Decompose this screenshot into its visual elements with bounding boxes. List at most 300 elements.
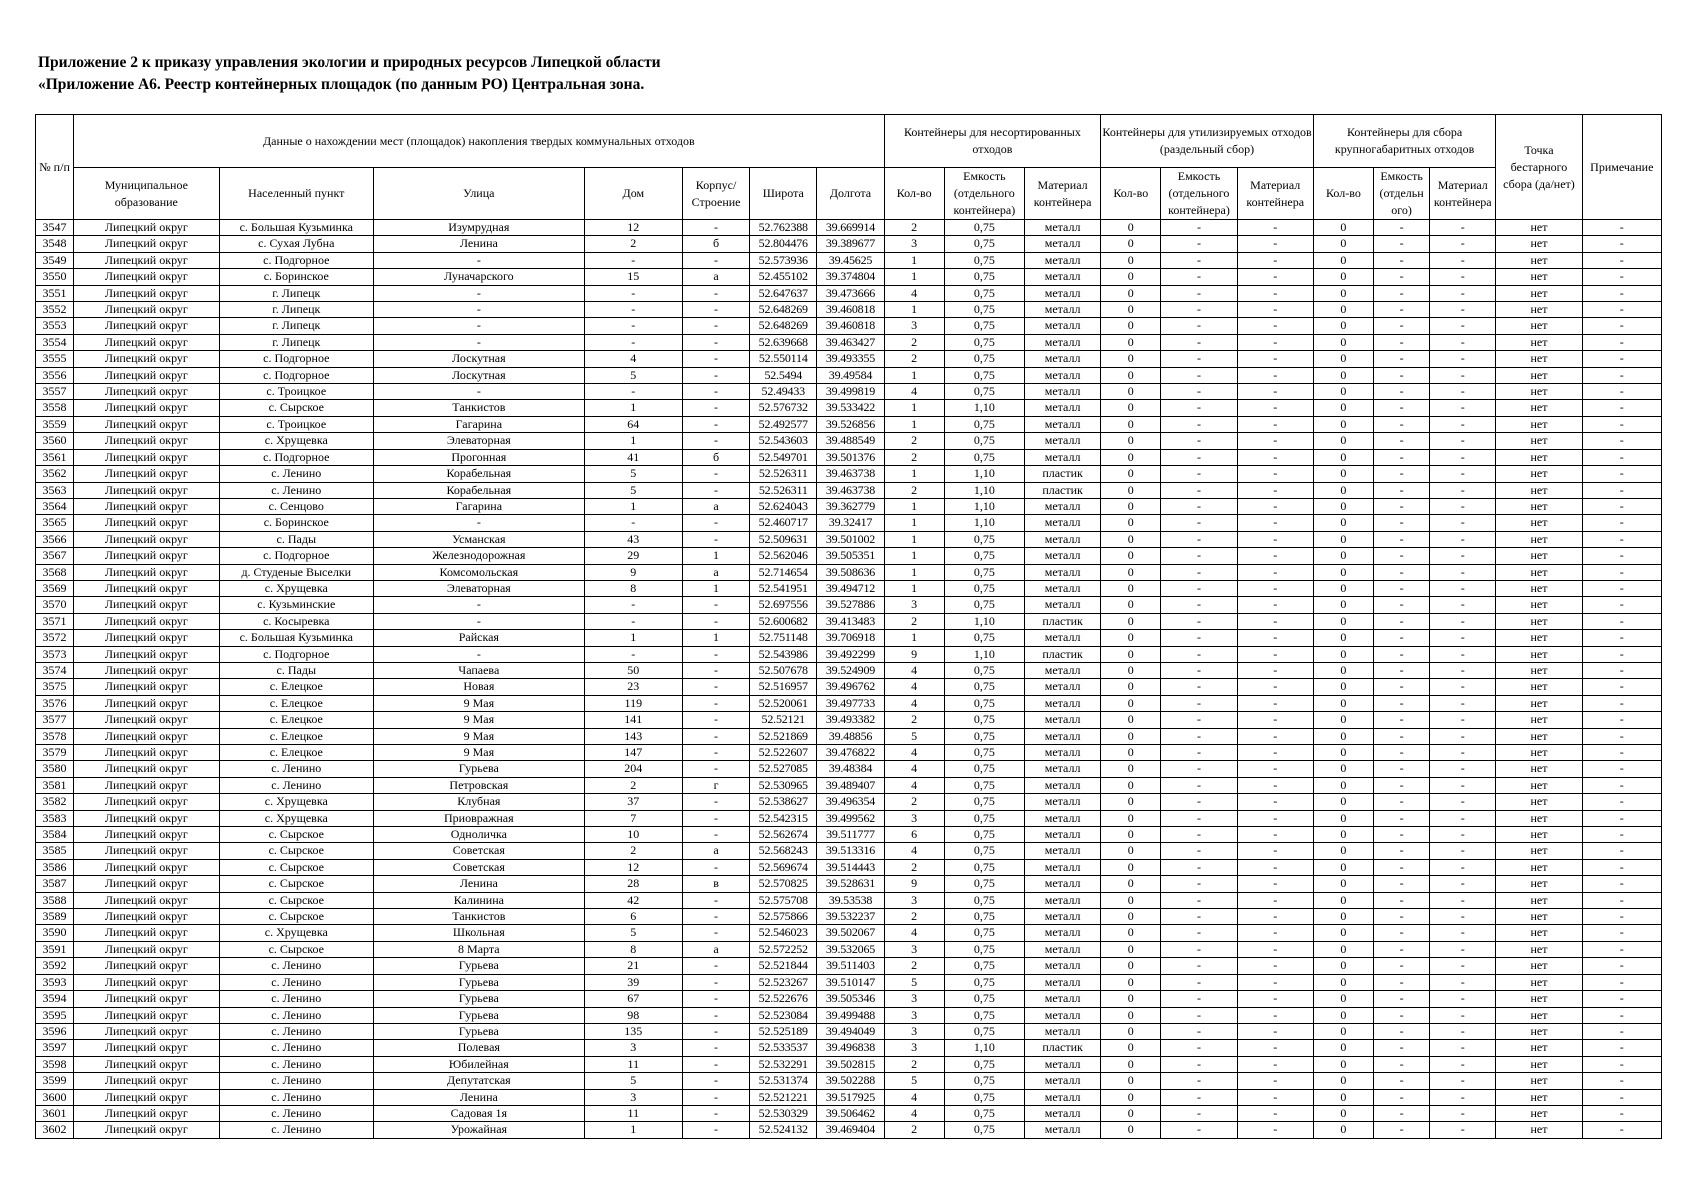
cell-unsorted-capacity: 0,75	[944, 991, 1024, 1007]
cell-bagless: нет	[1496, 384, 1582, 400]
cell-recyclable-qty: 0	[1101, 1056, 1161, 1072]
cell-municipality: Липецкий округ	[74, 269, 219, 285]
cell-street: -	[374, 334, 585, 350]
cell-building: -	[682, 1089, 749, 1105]
cell-lon: 39.460818	[817, 318, 884, 334]
cell-bulky-qty: 0	[1313, 777, 1373, 793]
cell-note: -	[1582, 367, 1661, 383]
cell-bagless: нет	[1496, 466, 1582, 482]
cell-house: 67	[584, 991, 682, 1007]
cell-recyclable-capacity: -	[1161, 695, 1237, 711]
table-row	[36, 876, 1662, 892]
cell-bagless: нет	[1496, 794, 1582, 810]
cell-unsorted-material: пластик	[1024, 646, 1100, 662]
cell-unsorted-material: металл	[1024, 449, 1100, 465]
cell-municipality: Липецкий округ	[74, 679, 219, 695]
cell-lat: 52.460717	[750, 515, 817, 531]
cell-bulky-qty: 0	[1313, 958, 1373, 974]
cell-lon: 39.532237	[817, 909, 884, 925]
cell-bulky-capacity: -	[1374, 1089, 1430, 1105]
cell-settlement: с. Ленино	[219, 974, 373, 990]
cell-unsorted-capacity: 0,75	[944, 974, 1024, 990]
cell-recyclable-qty: 0	[1101, 580, 1161, 596]
cell-lat: 52.550114	[750, 351, 817, 367]
cell-lon: 39.463738	[817, 482, 884, 498]
cell-recyclable-qty: 0	[1101, 1122, 1161, 1138]
cell-note: -	[1582, 646, 1661, 662]
cell-recyclable-material: -	[1237, 351, 1313, 367]
cell-bulky-qty: 0	[1313, 1089, 1373, 1105]
cell-unsorted-material: металл	[1024, 433, 1100, 449]
cell-num: 3557	[36, 384, 74, 400]
cell-bulky-qty: 0	[1313, 794, 1373, 810]
cell-lon: 39.362779	[817, 498, 884, 514]
cell-bulky-qty: 0	[1313, 318, 1373, 334]
cell-recyclable-material: -	[1237, 679, 1313, 695]
cell-bulky-qty: 0	[1313, 728, 1373, 744]
cell-lat: 52.533537	[750, 1040, 817, 1056]
cell-unsorted-material: металл	[1024, 1073, 1100, 1089]
cell-bulky-material: -	[1430, 351, 1496, 367]
cell-bagless: нет	[1496, 909, 1582, 925]
cell-recyclable-qty: 0	[1101, 531, 1161, 547]
cell-lon: 39.488549	[817, 433, 884, 449]
cell-house: 2	[584, 236, 682, 252]
cell-unsorted-qty: 5	[884, 974, 944, 990]
cell-recyclable-capacity: -	[1161, 531, 1237, 547]
table-row	[36, 925, 1662, 941]
cell-lat: 52.523267	[750, 974, 817, 990]
cell-num: 3595	[36, 1007, 74, 1023]
cell-recyclable-qty: 0	[1101, 630, 1161, 646]
cell-bulky-capacity: -	[1374, 1073, 1430, 1089]
cell-bulky-material: -	[1430, 302, 1496, 318]
cell-building: б	[682, 449, 749, 465]
cell-lon: 39.463427	[817, 334, 884, 350]
cell-recyclable-capacity: -	[1161, 679, 1237, 695]
cell-unsorted-material: металл	[1024, 367, 1100, 383]
cell-settlement: с. Подгорное	[219, 367, 373, 383]
cell-lon: 39.499488	[817, 1007, 884, 1023]
cell-num: 3582	[36, 794, 74, 810]
cell-bulky-qty: 0	[1313, 597, 1373, 613]
cell-house: -	[584, 384, 682, 400]
cell-bulky-capacity: -	[1374, 712, 1430, 728]
cell-building: -	[682, 400, 749, 416]
cell-recyclable-qty: 0	[1101, 876, 1161, 892]
cell-unsorted-capacity: 0,75	[944, 433, 1024, 449]
cell-building: -	[682, 1105, 749, 1121]
table-row	[36, 958, 1662, 974]
cell-recyclable-material: -	[1237, 695, 1313, 711]
cell-house: 8	[584, 941, 682, 957]
cell-note: -	[1582, 564, 1661, 580]
cell-bagless: нет	[1496, 1007, 1582, 1023]
cell-lon: 39.463738	[817, 466, 884, 482]
cell-unsorted-qty: 2	[884, 1056, 944, 1072]
cell-building: -	[682, 220, 749, 236]
cell-bulky-capacity: -	[1374, 416, 1430, 432]
header-municipality: Муниципальное образование	[74, 168, 219, 220]
cell-lon: 39.493382	[817, 712, 884, 728]
cell-recyclable-qty: 0	[1101, 761, 1161, 777]
header-bulky-group: Контейнеры для сбора крупногабаритных отходов	[1313, 115, 1496, 168]
table-row	[36, 564, 1662, 580]
cell-note: -	[1582, 236, 1661, 252]
cell-bulky-qty: 0	[1313, 498, 1373, 514]
cell-street: -	[374, 302, 585, 318]
cell-recyclable-qty: 0	[1101, 252, 1161, 268]
cell-recyclable-qty: 0	[1101, 745, 1161, 761]
cell-lat: 52.751148	[750, 630, 817, 646]
cell-house: 43	[584, 531, 682, 547]
cell-bagless: нет	[1496, 876, 1582, 892]
cell-street: Новая	[374, 679, 585, 695]
cell-house: 1	[584, 400, 682, 416]
cell-building: -	[682, 827, 749, 843]
cell-lat: 52.762388	[750, 220, 817, 236]
cell-recyclable-material: -	[1237, 285, 1313, 301]
cell-house: 2	[584, 777, 682, 793]
cell-house: 1	[584, 1122, 682, 1138]
cell-building: -	[682, 1007, 749, 1023]
cell-municipality: Липецкий округ	[74, 548, 219, 564]
cell-bulky-material: -	[1430, 974, 1496, 990]
cell-bagless: нет	[1496, 761, 1582, 777]
cell-settlement: с. Ленино	[219, 761, 373, 777]
cell-num: 3547	[36, 220, 74, 236]
cell-bulky-material: -	[1430, 909, 1496, 925]
cell-note: -	[1582, 712, 1661, 728]
cell-bulky-material: -	[1430, 646, 1496, 662]
table-row	[36, 941, 1662, 957]
cell-bulky-material: -	[1430, 498, 1496, 514]
cell-bulky-qty: 0	[1313, 482, 1373, 498]
cell-street: 9 Мая	[374, 728, 585, 744]
cell-bulky-capacity: -	[1374, 220, 1430, 236]
cell-house: 15	[584, 269, 682, 285]
cell-recyclable-capacity: -	[1161, 892, 1237, 908]
cell-house: 29	[584, 548, 682, 564]
cell-note: -	[1582, 745, 1661, 761]
cell-house: 4	[584, 351, 682, 367]
cell-recyclable-qty: 0	[1101, 695, 1161, 711]
cell-municipality: Липецкий округ	[74, 941, 219, 957]
cell-recyclable-capacity: -	[1161, 548, 1237, 564]
cell-unsorted-capacity: 0,75	[944, 302, 1024, 318]
cell-recyclable-qty: 0	[1101, 597, 1161, 613]
cell-recyclable-qty: 0	[1101, 220, 1161, 236]
cell-municipality: Липецкий округ	[74, 991, 219, 1007]
table-row	[36, 695, 1662, 711]
cell-settlement: с. Боринское	[219, 515, 373, 531]
cell-unsorted-capacity: 0,75	[944, 662, 1024, 678]
cell-unsorted-capacity: 0,75	[944, 892, 1024, 908]
cell-street: 9 Мая	[374, 695, 585, 711]
cell-num: 3549	[36, 252, 74, 268]
cell-building: -	[682, 679, 749, 695]
cell-recyclable-capacity: -	[1161, 794, 1237, 810]
cell-house: -	[584, 597, 682, 613]
cell-lon: 39.508636	[817, 564, 884, 580]
cell-bulky-capacity: -	[1374, 958, 1430, 974]
cell-lon: 39.527886	[817, 597, 884, 613]
cell-bagless: нет	[1496, 745, 1582, 761]
cell-street: Ленина	[374, 236, 585, 252]
cell-building: -	[682, 285, 749, 301]
cell-house: 6	[584, 909, 682, 925]
cell-num: 3583	[36, 810, 74, 826]
cell-unsorted-capacity: 0,75	[944, 236, 1024, 252]
cell-building: -	[682, 531, 749, 547]
cell-bulky-capacity: -	[1374, 859, 1430, 875]
cell-municipality: Липецкий округ	[74, 646, 219, 662]
cell-num: 3562	[36, 466, 74, 482]
header-bulky-material: Материал контейнера	[1430, 168, 1496, 220]
cell-settlement: с. Ленино	[219, 466, 373, 482]
cell-bagless: нет	[1496, 597, 1582, 613]
cell-unsorted-capacity: 1,10	[944, 498, 1024, 514]
table-row	[36, 810, 1662, 826]
cell-bulky-qty: 0	[1313, 613, 1373, 629]
cell-recyclable-capacity: -	[1161, 827, 1237, 843]
cell-bulky-qty: 0	[1313, 925, 1373, 941]
cell-bulky-qty: 0	[1313, 548, 1373, 564]
cell-street: Советская	[374, 859, 585, 875]
cell-bulky-capacity: -	[1374, 515, 1430, 531]
cell-house: 2	[584, 843, 682, 859]
cell-bulky-material: -	[1430, 416, 1496, 432]
cell-num: 3598	[36, 1056, 74, 1072]
cell-bagless: нет	[1496, 827, 1582, 843]
cell-street: -	[374, 646, 585, 662]
cell-num: 3601	[36, 1105, 74, 1121]
cell-recyclable-capacity: -	[1161, 269, 1237, 285]
cell-street: Танкистов	[374, 909, 585, 925]
cell-bulky-material: -	[1430, 580, 1496, 596]
cell-recyclable-material: -	[1237, 1089, 1313, 1105]
cell-municipality: Липецкий округ	[74, 630, 219, 646]
cell-municipality: Липецкий округ	[74, 351, 219, 367]
cell-municipality: Липецкий округ	[74, 515, 219, 531]
cell-street: Ленина	[374, 876, 585, 892]
header-recyclable-qty: Кол-во	[1101, 168, 1161, 220]
cell-municipality: Липецкий округ	[74, 662, 219, 678]
cell-unsorted-material: металл	[1024, 416, 1100, 432]
cell-street: Садовая 1я	[374, 1105, 585, 1121]
cell-num: 3569	[36, 580, 74, 596]
cell-bulky-capacity: -	[1374, 531, 1430, 547]
cell-bagless: нет	[1496, 302, 1582, 318]
cell-bulky-qty: 0	[1313, 367, 1373, 383]
registry-table	[35, 114, 1662, 1139]
cell-street: Петровская	[374, 777, 585, 793]
cell-unsorted-material: пластик	[1024, 466, 1100, 482]
cell-bagless: нет	[1496, 433, 1582, 449]
cell-building: -	[682, 1040, 749, 1056]
cell-bagless: нет	[1496, 974, 1582, 990]
cell-num: 3581	[36, 777, 74, 793]
cell-bagless: нет	[1496, 531, 1582, 547]
cell-recyclable-material: -	[1237, 925, 1313, 941]
cell-building: г	[682, 777, 749, 793]
cell-bulky-material: -	[1430, 712, 1496, 728]
cell-note: -	[1582, 761, 1661, 777]
cell-recyclable-qty: 0	[1101, 564, 1161, 580]
cell-municipality: Липецкий округ	[74, 220, 219, 236]
cell-recyclable-material: -	[1237, 531, 1313, 547]
cell-recyclable-material: -	[1237, 367, 1313, 383]
cell-lon: 39.517925	[817, 1089, 884, 1105]
cell-bulky-capacity: -	[1374, 876, 1430, 892]
cell-building: -	[682, 794, 749, 810]
table-row	[36, 991, 1662, 1007]
cell-municipality: Липецкий округ	[74, 531, 219, 547]
cell-house: 37	[584, 794, 682, 810]
cell-recyclable-qty: 0	[1101, 482, 1161, 498]
cell-lat: 52.648269	[750, 318, 817, 334]
header-street: Улица	[374, 168, 585, 220]
cell-bulky-qty: 0	[1313, 991, 1373, 1007]
cell-bulky-qty: 0	[1313, 285, 1373, 301]
cell-municipality: Липецкий округ	[74, 876, 219, 892]
cell-municipality: Липецкий округ	[74, 580, 219, 596]
cell-bulky-capacity: -	[1374, 728, 1430, 744]
cell-bulky-qty: 0	[1313, 630, 1373, 646]
cell-lon: 39.45625	[817, 252, 884, 268]
cell-bulky-capacity: -	[1374, 285, 1430, 301]
cell-bulky-capacity: -	[1374, 646, 1430, 662]
cell-bulky-capacity: -	[1374, 384, 1430, 400]
cell-unsorted-qty: 2	[884, 433, 944, 449]
cell-unsorted-material: металл	[1024, 859, 1100, 875]
cell-note: -	[1582, 859, 1661, 875]
cell-bulky-material: -	[1430, 1056, 1496, 1072]
cell-bulky-qty: 0	[1313, 876, 1373, 892]
cell-num: 3555	[36, 351, 74, 367]
cell-bulky-material: -	[1430, 400, 1496, 416]
cell-settlement: с. Троицкое	[219, 384, 373, 400]
table-row	[36, 1073, 1662, 1089]
table-row	[36, 302, 1662, 318]
cell-street: Лоскутная	[374, 367, 585, 383]
cell-municipality: Липецкий округ	[74, 597, 219, 613]
cell-bulky-qty: 0	[1313, 810, 1373, 826]
table-row	[36, 794, 1662, 810]
cell-lon: 39.524909	[817, 662, 884, 678]
cell-bulky-capacity: -	[1374, 761, 1430, 777]
cell-recyclable-material: -	[1237, 712, 1313, 728]
cell-bulky-capacity: -	[1374, 433, 1430, 449]
cell-bulky-capacity: -	[1374, 630, 1430, 646]
cell-recyclable-capacity: -	[1161, 810, 1237, 826]
cell-recyclable-material: -	[1237, 728, 1313, 744]
cell-unsorted-material: металл	[1024, 1122, 1100, 1138]
cell-settlement: с. Елецкое	[219, 695, 373, 711]
cell-unsorted-material: металл	[1024, 679, 1100, 695]
cell-unsorted-capacity: 0,75	[944, 695, 1024, 711]
cell-unsorted-capacity: 0,75	[944, 679, 1024, 695]
cell-lon: 39.505346	[817, 991, 884, 1007]
cell-settlement: с. Сырское	[219, 909, 373, 925]
cell-bagless: нет	[1496, 515, 1582, 531]
cell-settlement: с. Большая Кузьминка	[219, 220, 373, 236]
cell-unsorted-material: металл	[1024, 892, 1100, 908]
cell-bulky-material: -	[1430, 515, 1496, 531]
cell-lat: 52.492577	[750, 416, 817, 432]
cell-unsorted-capacity: 0,75	[944, 827, 1024, 843]
cell-bulky-material: -	[1430, 1023, 1496, 1039]
cell-house: 10	[584, 827, 682, 843]
cell-note: -	[1582, 843, 1661, 859]
cell-lat: 52.572252	[750, 941, 817, 957]
cell-street: Гурьева	[374, 974, 585, 990]
cell-house: 39	[584, 974, 682, 990]
cell-unsorted-material: металл	[1024, 745, 1100, 761]
cell-unsorted-material: металл	[1024, 564, 1100, 580]
cell-bulky-capacity: -	[1374, 777, 1430, 793]
cell-building: -	[682, 662, 749, 678]
cell-unsorted-capacity: 0,75	[944, 1073, 1024, 1089]
cell-building: а	[682, 498, 749, 514]
cell-street: 9 Мая	[374, 712, 585, 728]
cell-recyclable-capacity: -	[1161, 416, 1237, 432]
cell-lat: 52.624043	[750, 498, 817, 514]
cell-note: -	[1582, 482, 1661, 498]
table-row	[36, 1023, 1662, 1039]
cell-bulky-capacity: -	[1374, 351, 1430, 367]
cell-unsorted-qty: 4	[884, 695, 944, 711]
cell-house: -	[584, 646, 682, 662]
cell-building: -	[682, 745, 749, 761]
cell-note: -	[1582, 384, 1661, 400]
cell-house: -	[584, 334, 682, 350]
cell-bulky-capacity: -	[1374, 1056, 1430, 1072]
cell-unsorted-material: металл	[1024, 794, 1100, 810]
cell-lat: 52.49433	[750, 384, 817, 400]
table-row	[36, 1089, 1662, 1105]
cell-unsorted-qty: 3	[884, 1040, 944, 1056]
cell-building: б	[682, 236, 749, 252]
cell-bulky-qty: 0	[1313, 745, 1373, 761]
cell-note: -	[1582, 252, 1661, 268]
cell-lon: 39.49584	[817, 367, 884, 383]
cell-house: 1	[584, 498, 682, 514]
cell-lon: 39.505351	[817, 548, 884, 564]
cell-house: 12	[584, 220, 682, 236]
cell-note: -	[1582, 318, 1661, 334]
cell-bulky-qty: 0	[1313, 466, 1373, 482]
cell-municipality: Липецкий округ	[74, 1023, 219, 1039]
cell-street: Элеваторная	[374, 433, 585, 449]
cell-unsorted-capacity: 0,75	[944, 761, 1024, 777]
cell-bulky-material: -	[1430, 1040, 1496, 1056]
cell-unsorted-material: пластик	[1024, 482, 1100, 498]
cell-bagless: нет	[1496, 1073, 1582, 1089]
cell-recyclable-material: -	[1237, 498, 1313, 514]
cell-bulky-material: -	[1430, 318, 1496, 334]
cell-recyclable-capacity: -	[1161, 662, 1237, 678]
cell-bagless: нет	[1496, 236, 1582, 252]
cell-recyclable-qty: 0	[1101, 400, 1161, 416]
cell-num: 3558	[36, 400, 74, 416]
cell-recyclable-capacity: -	[1161, 498, 1237, 514]
cell-bulky-capacity: -	[1374, 466, 1430, 482]
cell-recyclable-capacity: -	[1161, 236, 1237, 252]
cell-num: 3593	[36, 974, 74, 990]
cell-building: -	[682, 974, 749, 990]
cell-lat: 52.543986	[750, 646, 817, 662]
